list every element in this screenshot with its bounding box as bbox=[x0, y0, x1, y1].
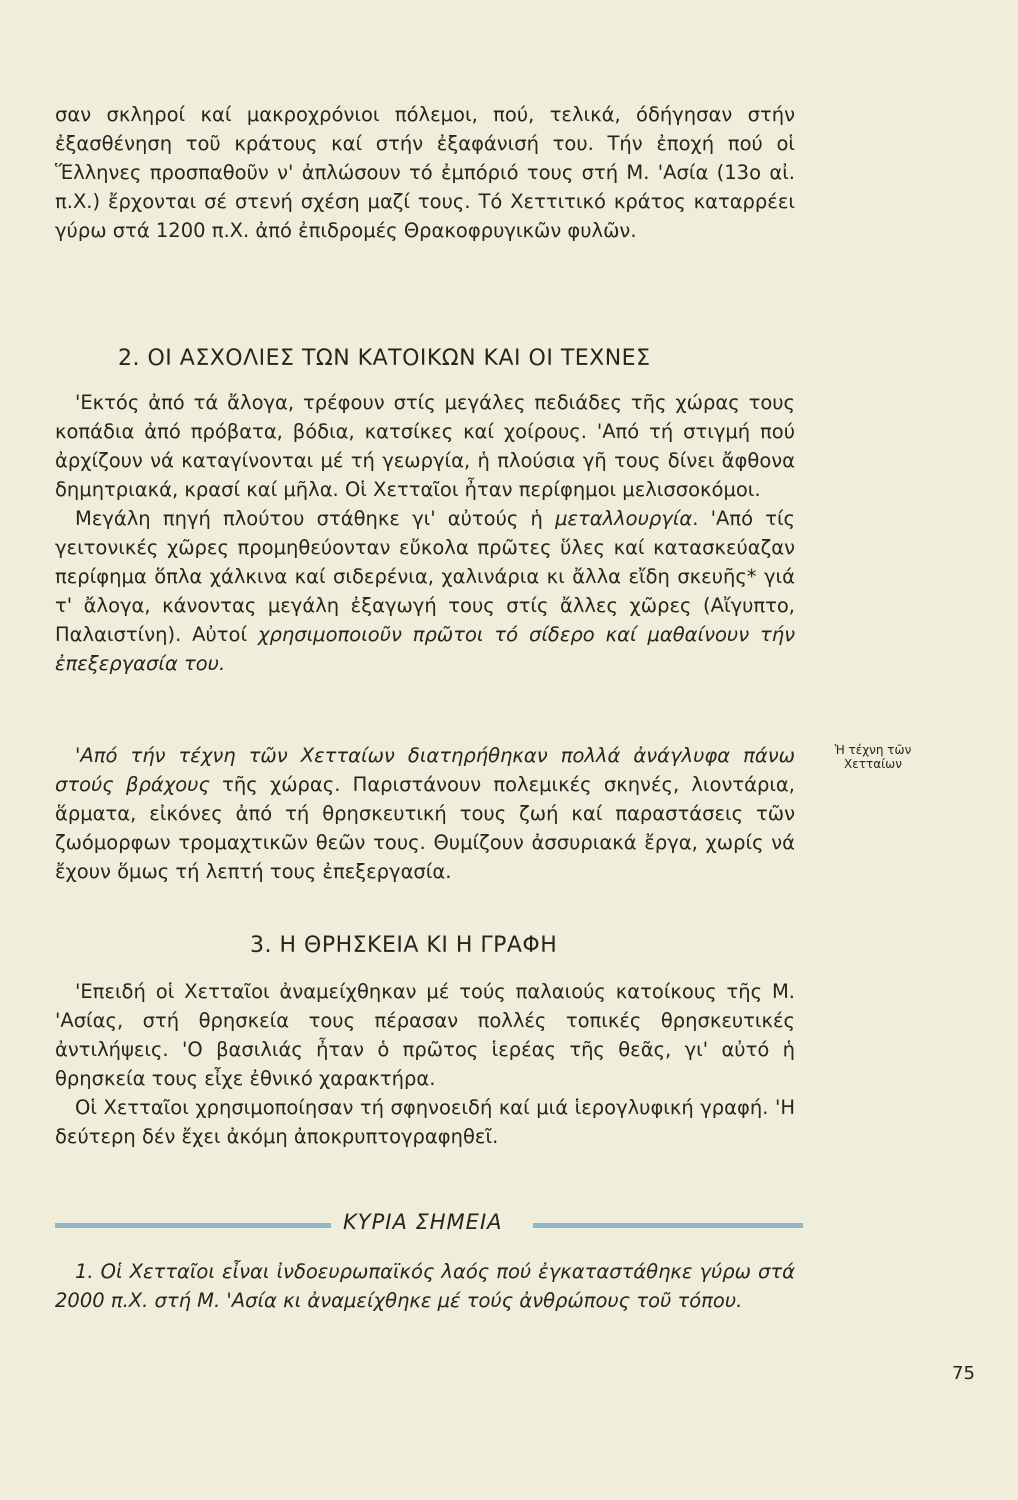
intro-text: σαν σκληροί καί μακροχρόνιοι πόλεμοι, πού, τελικά, όδήγησαν στήν ἐξασθένηση τοῦ κράτους καί στήν ἐξαφάνισή του. Τήν ἐποχή πού οἱ Ἕλληνες προσπαθοῦν ν' ἀπλώσουν τό ἐμπόριό τους στή Μ. 'Ασία (13ο αἰ. π.Χ.) ἔρχονται σέ στενή σχέση μαζί τους. Τό Χεττιτικό κράτος καταρρέει γύρω στά 1200 π.Χ. ἀπό ἐπιδρομές Θρακοφρυγικῶν φυλῶν. bbox=[55, 103, 795, 242]
religion-paragraph: 'Επειδή οἱ Χετταῖοι ἀναμείχθηκαν μέ τούς παλαιούς κατοίκους τῆς Μ. 'Ασίας, στή θρησκεία τους πέρασαν πολλές τοπικές θρησκευτικές ἀντιλήψεις. 'Ο βασιλιάς ἦταν ὁ πρῶτος ἱερέας τῆς θεᾶς, γι' αὐτό ἡ θρησκεία τους εἶχε ἐθνικό χαρακτήρα. bbox=[55, 980, 795, 1090]
art-emphasis: 'Από τήν τέχνη τῶν Χετταίων διατηρήθηκαν πολλά ἀνάγλυφα πάνω στούς βράχους bbox=[55, 744, 795, 796]
key-points-rule-right bbox=[533, 1223, 803, 1228]
section-3-heading: 3. Η ΘΡΗΣΚΕΙΑ ΚΙ Η ΓΡΑΦΗ bbox=[250, 933, 558, 958]
section-2-body bbox=[55, 388, 795, 678]
key-points-title: ΚΥΡΙΑ ΣΗΜΕΙΑ bbox=[343, 1210, 503, 1234]
writing-paragraph: Οἱ Χετταῖοι χρησιμοποίησαν τή σφηνοειδή καί μιά ἱερογλυφική γραφή. 'Η δεύτερη δέν ἔχει ἀκόμη ἀποκρυπτογραφηθεῖ. bbox=[55, 1096, 795, 1148]
metallurgy-text-mid: . 'Από τίς γειτονικές χῶρες προμηθεύονταν εὔκολα πρῶτες ὕλες καί κατασκεύαζαν περίφημα ὅπλα χάλκινα καί σιδερένια, χαλινάρια κι ἄλλα εἴδη σκευῆς* γιά τ' ἄλογα, κάνοντας μεγάλη ἐξαγωγή τους στίς ἄλλες χῶρες (Αἴγυπτο, Παλαιστίνη). Αὐτοί bbox=[55, 507, 795, 646]
art-paragraph bbox=[55, 741, 795, 886]
occupations-paragraph: 'Εκτός ἀπό τά ἄλογα, τρέφουν στίς μεγάλες πεδιάδες τῆς χώρας τους κοπάδια ἀπό πρόβατα, βόδια, κατσίκες καί χοίρους. 'Από τή στιγμή πού ἀρχίζουν νά καταγίνονται μέ τή γεωργία, ἡ πλούσια γῆ τους δίνει ἄφθονα δημητριακά, κρασί καί μῆλα. Οἱ Χετταῖοι ἦταν περίφημοι μελισσοκόμοι. bbox=[55, 391, 795, 501]
metallurgy-paragraph bbox=[55, 504, 795, 678]
page-number: 75 bbox=[952, 1363, 975, 1384]
metallurgy-term: μεταλλουργία bbox=[555, 507, 693, 530]
margin-note-art: Ἡ τέχνη τῶν Χετταίων bbox=[834, 743, 912, 771]
section-2-heading: 2. ΟΙ ΑΣΧΟΛΙΕΣ ΤΩΝ ΚΑΤΟΙΚΩΝ ΚΑΙ ΟΙ ΤΕΧΝΕΣ bbox=[118, 346, 651, 371]
metallurgy-text-start: Μεγάλη πηγή πλούτου στάθηκε γι' αὐτούς ἡ bbox=[75, 507, 556, 530]
section-3-body bbox=[55, 977, 795, 1151]
intro-paragraph bbox=[55, 100, 795, 245]
iron-use-emphasis: χρησιμοποιοῦν πρῶτοι τό σίδερο καί μαθαίνουν τήν ἐπεξεργασία του. bbox=[55, 623, 795, 675]
key-points-list bbox=[55, 1257, 795, 1315]
key-points-header bbox=[55, 1210, 800, 1240]
key-points-rule-left bbox=[55, 1223, 331, 1228]
art-text: τῆς χώρας. Παριστάνουν πολεμικές σκηνές, λιοντάρια, ἅρματα, εἰκόνες ἀπό τή θρησκευτική τους ζωή καί παραστάσεις τῶν ζωόμορφων τρομαχτικῶν θεῶν τους. Θυμίζουν ἀσσυριακά ἔργα, χωρίς νά ἔχουν ὅμως τή λεπτή τους ἐπεξεργασία. bbox=[55, 773, 795, 883]
key-point-1: 1. Οἱ Χετταῖοι εἶναι ἰνδοευρωπαϊκός λαός πού ἐγκαταστάθηκε γύρω στά 2000 π.Χ. στή Μ. 'Ασία κι ἀναμείχθηκε μέ τούς ἀνθρώπους τοῦ τόπου. bbox=[55, 1260, 795, 1312]
